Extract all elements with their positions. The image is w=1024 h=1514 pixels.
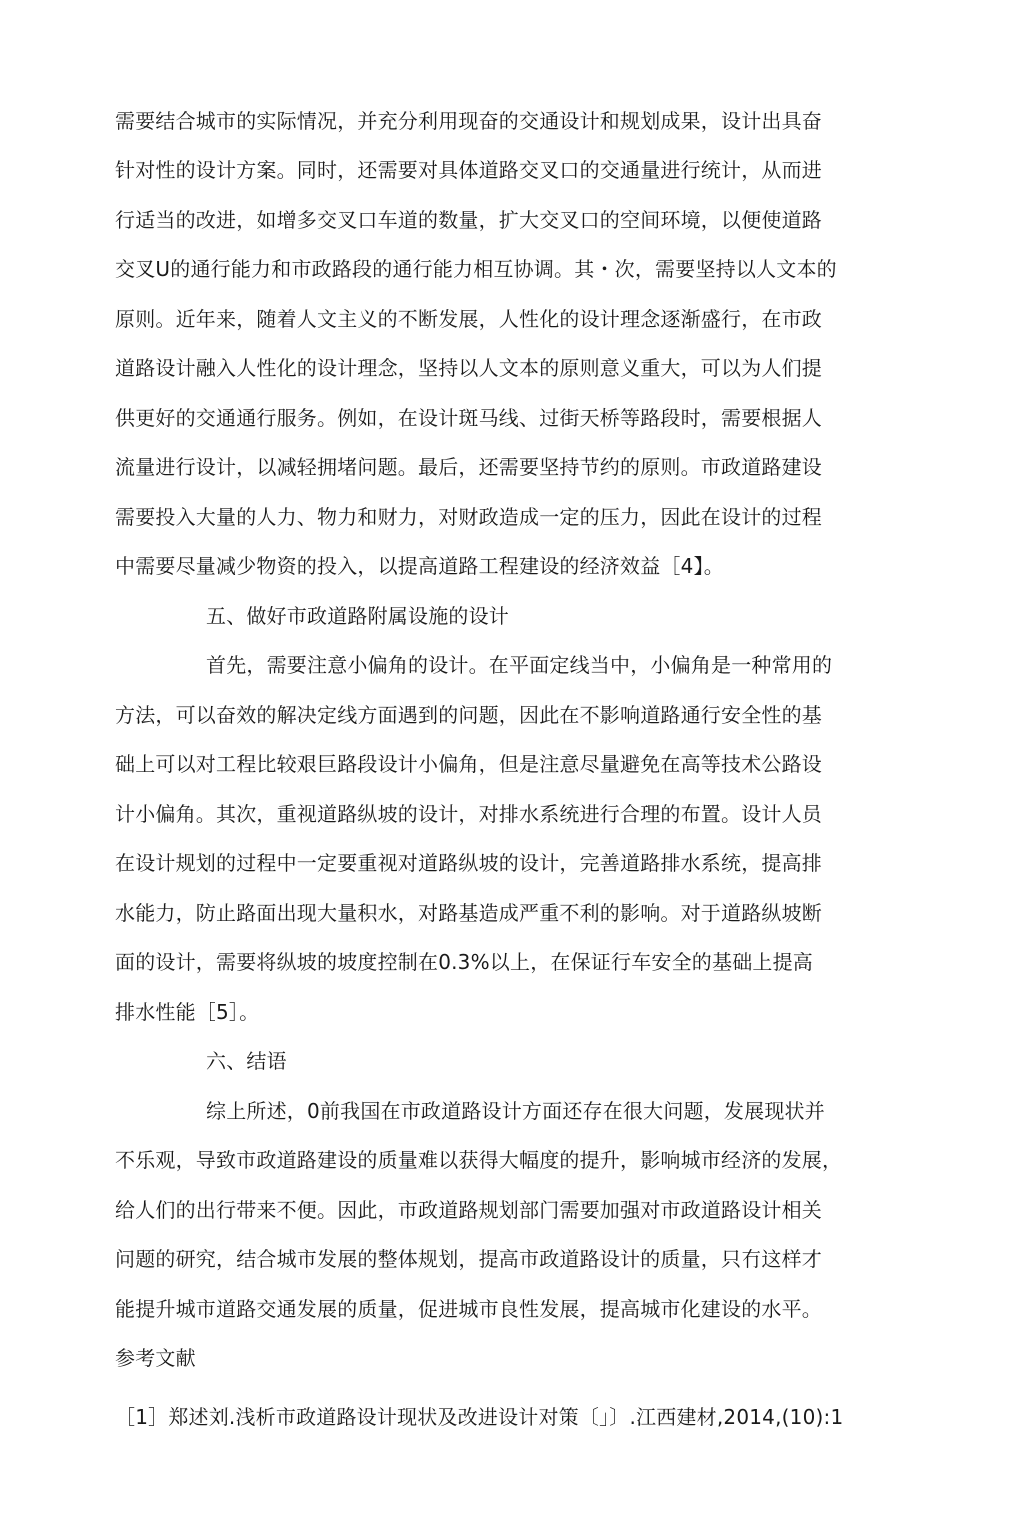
body-line-8: 流量进行设计，以减轻拥堵问题。最后，还需要坚持节约的原则。市政道路建设 [115, 455, 822, 479]
body-line-9: 需要投入大量的人力、物力和财力，对财政造成一定的压力，因此在设计的过程 [115, 505, 822, 529]
references-heading: 参考文献 [115, 1346, 196, 1370]
section6-line-2: 不乐观，导致市政道路建设的质量难以获得大幅度的提升，影响城市经济的发展， [115, 1148, 843, 1172]
reference-item-1: ［1］郑述刘.浅析市政道路设计现状及改进设计对策〔」〕.江西建材,2014,(10):1 [115, 1405, 844, 1429]
section6-line-5: 能提升城市道路交通发展的质量，促进城市良性发展，提高城市化建设的水平。 [115, 1297, 822, 1321]
section5-line-1: 首先，需要注意小偏角的设计。在平面定线当中，小偏角是一种常用的 [206, 653, 833, 677]
body-line-1: 需要结合城市的实际情况，并充分利用现奋的交通设计和规划成果，设计出具奋 [115, 109, 822, 133]
section5-line-6: 水能力，防止路面出现大量积水，对路基造成严重不利的影响。对于道路纵坡断 [115, 901, 822, 925]
section6-line-4: 问题的研究，结合城市发展的整体规划，提高市政道路设计的质量，只冇这样才 [115, 1247, 822, 1271]
body-line-7: 供更好的交通通行服务。例如，在设计斑马线、过街天桥等路段时，需要根据人 [115, 406, 822, 430]
body-line-10: 中需要尽量减少物资的投入，以提高道路工程建设的经济效益［4】。 [115, 554, 724, 578]
section6-line-3: 给人们的出行带来不便。因此，市政道路规划部门需要加强对市政道路设计相关 [115, 1198, 822, 1222]
section5-heading: 五、做好市政道路附属设施的设计 [206, 604, 509, 628]
section5-line-2: 方法，可以奋效的解决定线方面遇到的问题，因此在不影响道路通行安全性的基 [115, 703, 822, 727]
section5-line-8: 排水性能［5］。 [115, 1000, 260, 1024]
body-line-4: 交叉U的通行能力和市政路段的通行能力相互协调。其・次，需要坚持以人文本的 [115, 257, 837, 281]
body-line-6: 道路设计融入人性化的设计理念，坚持以人文本的原则意义重大，可以为人们提 [115, 356, 822, 380]
body-line-5: 原则。近年来，随着人文主义的不断发展，人性化的设计理念逐渐盛行，在市政 [115, 307, 822, 331]
body-line-3: 行适当的改进，如增多交叉口车道的数量，扩大交叉口的空间环境，以便使道路 [115, 208, 822, 232]
section5-line-5: 在设计规划的过程中一定要重视对道路纵坡的设计，完善道路排水系统，提高排 [115, 851, 822, 875]
body-line-2: 针对性的设计方案。同时，还需要对具体道路交叉口的交通量进行统计，从而进 [115, 158, 822, 182]
section5-line-7: 面的设计，需要将纵坡的坡度控制在0.3%以上，在保证行车安全的基础上提高 [115, 950, 814, 974]
section5-line-4: 计小偏角。其次，重视道路纵坡的设计，对排水系统进行合理的布置。设计人员 [115, 802, 822, 826]
section6-heading: 六、结语 [206, 1049, 287, 1073]
section5-line-3: 础上可以对工程比较艰巨路段设计小偏角，但是注意尽量避免在高等技术公路设 [115, 752, 822, 776]
section6-line-1: 综上所述，0前我国在市政道路设计方面还存在很大问题，发展现状并 [206, 1099, 825, 1123]
